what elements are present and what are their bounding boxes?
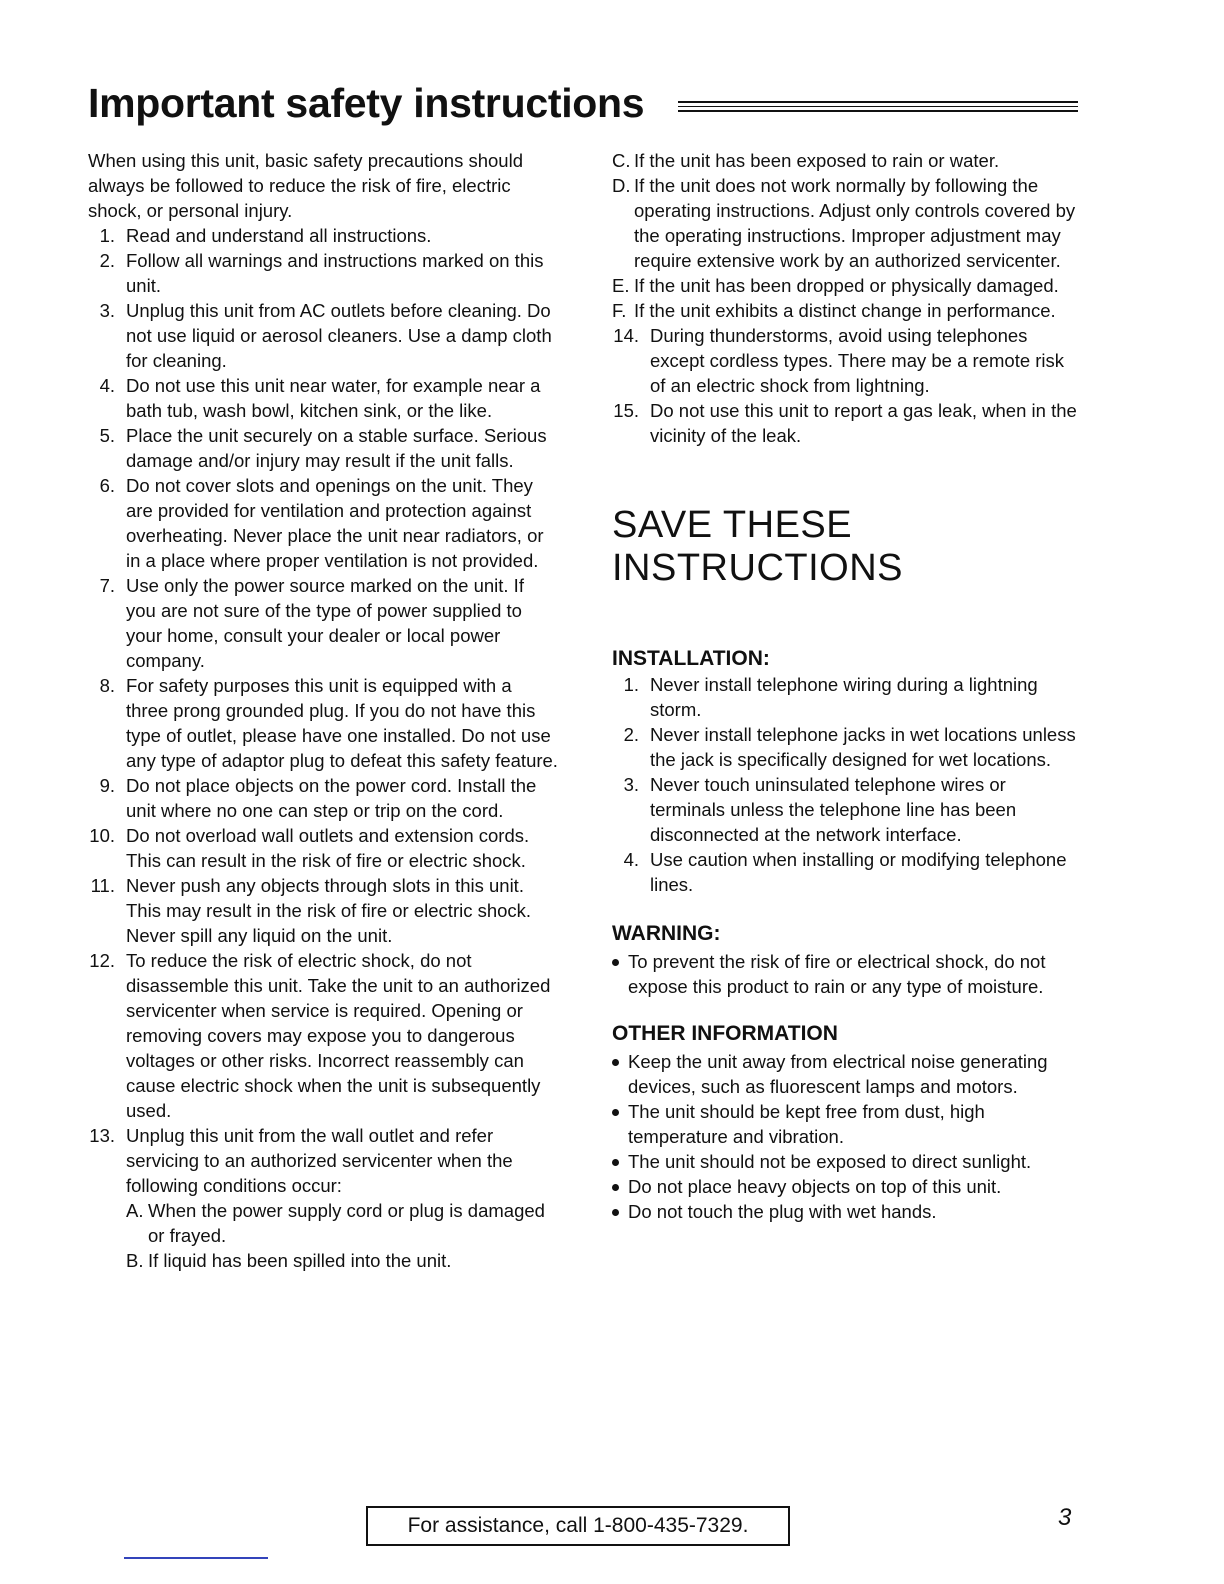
installation-list: [612, 672, 1082, 897]
bullet-item: The unit should be kept free from dust, high temperature and vibration.: [612, 1099, 1082, 1149]
save-instructions-heading: SAVE THESE INSTRUCTIONS: [612, 504, 903, 589]
safety-list: [88, 223, 558, 1273]
page-number: 3: [1058, 1504, 1072, 1531]
condition-item: E. If the unit has been dropped or physically damaged.: [612, 275, 1059, 296]
list-item: 11. Never push any objects through slots in this unit. This may result in the risk of fire or electric shock. Never spill any liquid on the unit.: [90, 875, 532, 946]
bullet-item: To prevent the risk of fire or electrical shock, do not expose this product to rain or any type of moisture.: [612, 949, 1082, 999]
other-information-list: [612, 1049, 1082, 1224]
title-rule: [678, 101, 1078, 103]
list-item: 5. Place the unit securely on a stable surface. Serious damage and/or injury may result if the unit falls.: [99, 425, 547, 471]
condition-item: B. If liquid has been spilled into the unit.: [126, 1250, 452, 1271]
condition-item: C. If the unit has been exposed to rain or water.: [612, 150, 1000, 171]
title-area: [88, 78, 1078, 128]
bullet-item: Keep the unit away from electrical noise generating devices, such as fluorescent lamps and motors.: [612, 1049, 1082, 1099]
bullet-item: Do not touch the plug with wet hands.: [612, 1199, 1082, 1224]
condition-list: [126, 1198, 558, 1273]
list-item: 15. Do not use this unit to report a gas leak, when in the vicinity of the leak.: [613, 400, 1077, 446]
list-item: 7. Use only the power source marked on the unit. If you are not sure of the type of power supplied to your home, consult your dealer or local power company.: [99, 575, 524, 671]
right-column: [612, 148, 1082, 1224]
list-item: 4. Use caution when installing or modifying telephone lines.: [623, 849, 1067, 895]
condition-item: F. If the unit exhibits a distinct change in performance.: [612, 300, 1056, 321]
bullet-item: Do not place heavy objects on top of this unit.: [612, 1174, 1082, 1199]
list-item: 1. Never install telephone wiring during a lightning storm.: [623, 674, 1038, 720]
other-information-heading: OTHER INFORMATION: [612, 1022, 838, 1045]
bullet-item: The unit should not be exposed to direct sunlight.: [612, 1149, 1082, 1174]
list-item: 13. Unplug this unit from the wall outlet and refer servicing to an authorized servicenter when the following conditions occur: A. When the power supply cord or plug is damaged or frayed. B. If liquid has been spilled into the unit.: [88, 1123, 558, 1273]
list-item: 14. During thunderstorms, avoid using telephones except cordless types. There may be a remote risk of an electric shock from lightning.: [613, 325, 1065, 396]
title-rule: [678, 106, 1078, 107]
list-item: 2. Never install telephone jacks in wet locations unless the jack is specifically designed for wet locations.: [623, 724, 1076, 770]
safety-list-continued: [612, 323, 1082, 448]
list-item: 10. Do not overload wall outlets and extension cords. This can result in the risk of fire or electric shock.: [89, 825, 530, 871]
list-item: 6. Do not cover slots and openings on the unit. They are provided for ventilation and protection against overheating. Never place the unit near radiators, or in a place where proper ventilation is not provided.: [99, 475, 544, 571]
installation-heading: INSTALLATION:: [612, 647, 770, 670]
warning-heading: WARNING:: [612, 922, 721, 945]
list-item: 1. Read and understand all instructions.: [99, 225, 432, 246]
title-rule: [678, 110, 1078, 112]
list-item: 2. Follow all warnings and instructions marked on this unit.: [99, 250, 544, 296]
condition-item: D. If the unit does not work normally by following the operating instructions. Adjust only controls covered by the operating instructions. Improper adjustment may require extensive work by an authorized servicenter.: [612, 175, 1076, 271]
page-title: Important safety instructions: [88, 80, 645, 126]
warning-list: [612, 949, 1082, 999]
list-item: 8. For safety purposes this unit is equipped with a three prong grounded plug. If you do not have this type of outlet, please have one installed. Do not use any type of adaptor plug to defeat this safety feature.: [99, 675, 558, 771]
left-column: [88, 148, 558, 1273]
list-item: 3. Unplug this unit from AC outlets before cleaning. Do not use liquid or aerosol cleaners. Use a damp cloth for cleaning.: [99, 300, 552, 371]
list-item: 9. Do not place objects on the power cord. Install the unit where no one can step or trip on the cord.: [99, 775, 537, 821]
intro-paragraph: When using this unit, basic safety precautions should always be followed to reduce the risk of fire, electric shock, or personal injury.: [88, 150, 523, 221]
condition-item: A. When the power supply cord or plug is damaged or frayed.: [126, 1200, 545, 1246]
list-item: 12. To reduce the risk of electric shock, do not disassemble this unit. Take the unit to an authorized servicenter when service is required. Opening or removing covers may expose you to dangerous voltages or other risks. Incorrect reassembly can cause electric shock when the unit is subsequently used.: [89, 950, 551, 1121]
assistance-box: For assistance, call 1-800-435-7329.: [366, 1506, 790, 1546]
bottom-divider: [124, 1557, 268, 1559]
condition-list-continued: [612, 148, 1082, 323]
list-item: 3. Never touch uninsulated telephone wires or terminals unless the telephone line has been disconnected at the network interface.: [623, 774, 1017, 845]
list-item: 4. Do not use this unit near water, for example near a bath tub, wash bowl, kitchen sink, or the like.: [99, 375, 541, 421]
